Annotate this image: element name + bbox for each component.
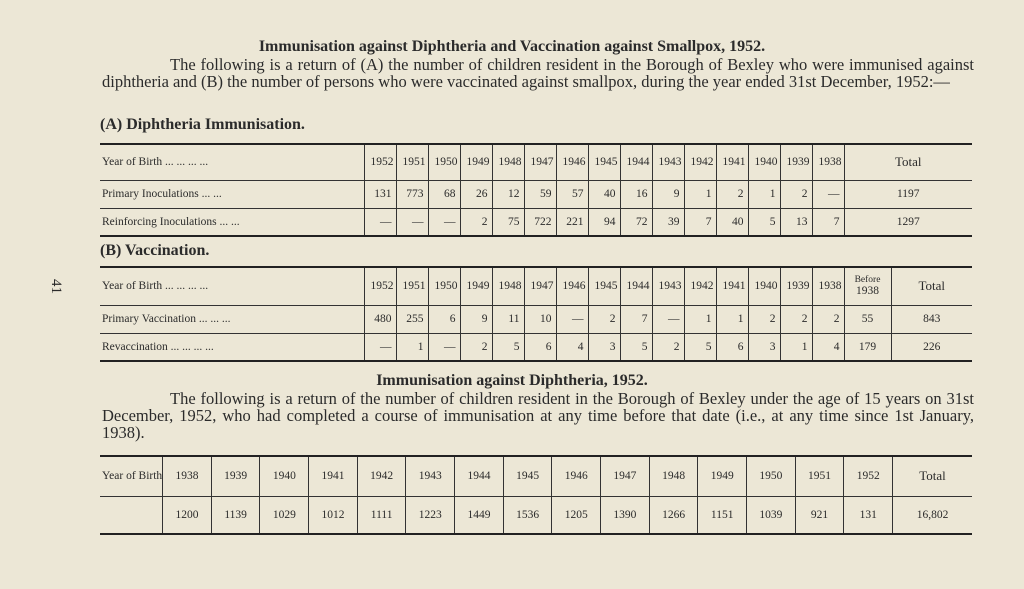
value-cell: 9 (652, 180, 684, 208)
value-cell: 1151 (698, 496, 747, 534)
year-cell: 1938 (163, 456, 212, 496)
total-header: Total (891, 267, 972, 305)
year-cell: 1947 (524, 267, 556, 305)
year-cell: 1939 (780, 144, 812, 180)
year-cell: 1951 (795, 456, 844, 496)
table-row (100, 305, 972, 333)
value-cell: 221 (556, 208, 588, 236)
value-cell: 1111 (357, 496, 406, 534)
before-year: 1938 (856, 284, 879, 297)
value-cell: 1 (716, 305, 748, 333)
value-cell: 1266 (649, 496, 698, 534)
year-of-birth-label: Year of Birth ... ... ... ... (100, 144, 364, 180)
year-cell: 1946 (556, 267, 588, 305)
year-cell: 1951 (396, 144, 428, 180)
value-cell: 1029 (260, 496, 309, 534)
total-header: Total (844, 144, 972, 180)
value-cell: 12 (492, 180, 524, 208)
diphtheria-table (100, 143, 972, 237)
year-cell: 1948 (492, 267, 524, 305)
year-cell: 1941 (716, 144, 748, 180)
total-cell: 1197 (844, 180, 972, 208)
year-cell: 1947 (524, 144, 556, 180)
value-cell: 1 (396, 333, 428, 361)
section-a-heading: (A) Diphtheria Immunisation. (100, 116, 305, 133)
year-cell: 1947 (601, 456, 650, 496)
row-label: Primary Inoculations ... ... (100, 180, 364, 208)
page-number: 41 (48, 279, 64, 294)
year-cell: 1942 (684, 144, 716, 180)
value-cell: 6 (524, 333, 556, 361)
immunisation-count-table (100, 455, 972, 535)
value-cell: 131 (364, 180, 396, 208)
second-text: The following is a return of the number of children resident in the Borough of Bexley under the age of 15 years on 31st December, 1952, who had completed a course of immunisation at any time before that date (i.e., at any time since 1st January, 1938). (102, 389, 974, 442)
year-cell: 1946 (552, 456, 601, 496)
year-cell: 1949 (460, 267, 492, 305)
value-cell: 1 (748, 180, 780, 208)
year-cell: 1941 (309, 456, 358, 496)
value-cell: 1390 (601, 496, 650, 534)
value-cell: 131 (844, 496, 893, 534)
value-cell: 480 (364, 305, 396, 333)
year-cell: 1949 (460, 144, 492, 180)
value-cell: 68 (428, 180, 460, 208)
year-cell: 1942 (684, 267, 716, 305)
year-cell: 1938 (812, 267, 844, 305)
year-cell: 1945 (588, 144, 620, 180)
intro-text: The following is a return of (A) the number of children resident in the Borough of Bexley who were immunised against diphtheria and (B) the number of persons who were vaccinated against smallpox, during the year ended 31st December, 1952:— (102, 55, 974, 91)
before-label: Before (854, 274, 881, 285)
year-cell: 1939 (780, 267, 812, 305)
table-row (100, 496, 972, 534)
section-b-heading: (B) Vaccination. (100, 242, 210, 259)
year-cell: 1940 (748, 144, 780, 180)
value-cell: 16 (620, 180, 652, 208)
value-cell: — (428, 333, 460, 361)
value-cell: 6 (716, 333, 748, 361)
value-cell: 1536 (503, 496, 552, 534)
value-cell: — (428, 208, 460, 236)
value-cell: 2 (652, 333, 684, 361)
year-cell: 1952 (364, 267, 396, 305)
value-cell: 7 (812, 208, 844, 236)
value-cell: 1012 (309, 496, 358, 534)
value-cell: 13 (780, 208, 812, 236)
vaccination-table (100, 266, 972, 362)
value-cell: 2 (812, 305, 844, 333)
table-header-row (100, 267, 972, 305)
value-cell: 40 (716, 208, 748, 236)
value-cell: 5 (684, 333, 716, 361)
value-cell: 773 (396, 180, 428, 208)
value-cell: — (364, 208, 396, 236)
year-cell: 1948 (649, 456, 698, 496)
row-label: Revaccination ... ... ... ... (100, 333, 364, 361)
value-cell: 921 (795, 496, 844, 534)
value-cell: 2 (780, 305, 812, 333)
year-cell: 1944 (620, 144, 652, 180)
value-cell: 255 (396, 305, 428, 333)
value-cell: 1139 (211, 496, 260, 534)
second-paragraph (102, 390, 974, 441)
year-cell: 1952 (844, 456, 893, 496)
year-cell: 1948 (492, 144, 524, 180)
year-cell: 1944 (620, 267, 652, 305)
year-cell: 1943 (652, 144, 684, 180)
year-cell: 1938 (812, 144, 844, 180)
table-row (100, 333, 972, 361)
value-cell: 1200 (163, 496, 212, 534)
value-cell: 39 (652, 208, 684, 236)
year-cell: 1950 (747, 456, 796, 496)
value-cell: — (812, 180, 844, 208)
table-row (100, 208, 972, 236)
value-cell: 4 (556, 333, 588, 361)
value-cell: 94 (588, 208, 620, 236)
before-cell: 55 (844, 305, 891, 333)
year-cell: 1945 (503, 456, 552, 496)
year-cell: 1942 (357, 456, 406, 496)
table-header-row (100, 456, 972, 496)
value-cell: 6 (428, 305, 460, 333)
second-title: Immunisation against Diphtheria, 1952. (376, 372, 648, 389)
year-cell: 1944 (455, 456, 504, 496)
year-of-birth-label: Year of Birth (100, 456, 163, 496)
value-cell: — (652, 305, 684, 333)
intro-paragraph (102, 56, 974, 90)
value-cell: 1 (684, 305, 716, 333)
value-cell: 3 (748, 333, 780, 361)
value-cell: 2 (460, 333, 492, 361)
value-cell: 59 (524, 180, 556, 208)
value-cell: — (556, 305, 588, 333)
before-cell: 179 (844, 333, 891, 361)
year-cell: 1949 (698, 456, 747, 496)
total-header: Total (893, 456, 972, 496)
value-cell: 11 (492, 305, 524, 333)
value-cell: 2 (588, 305, 620, 333)
row-label: Reinforcing Inoculations ... ... (100, 208, 364, 236)
year-cell: 1941 (716, 267, 748, 305)
value-cell: 7 (684, 208, 716, 236)
value-cell: 57 (556, 180, 588, 208)
year-cell: 1951 (396, 267, 428, 305)
year-cell: 1943 (652, 267, 684, 305)
year-cell: 1950 (428, 267, 460, 305)
value-cell: — (396, 208, 428, 236)
year-cell: 1945 (588, 267, 620, 305)
value-cell: 5 (492, 333, 524, 361)
row-label: Primary Vaccination ... ... ... (100, 305, 364, 333)
value-cell: 75 (492, 208, 524, 236)
value-cell: 9 (460, 305, 492, 333)
year-cell: 1939 (211, 456, 260, 496)
table-header-row (100, 144, 972, 180)
value-cell: 26 (460, 180, 492, 208)
value-cell: — (364, 333, 396, 361)
year-of-birth-label: Year of Birth ... ... ... ... (100, 267, 364, 305)
value-cell: 5 (620, 333, 652, 361)
value-cell: 1223 (406, 496, 455, 534)
value-cell: 2 (748, 305, 780, 333)
year-cell: 1950 (428, 144, 460, 180)
value-cell: 72 (620, 208, 652, 236)
year-cell: 1943 (406, 456, 455, 496)
total-cell: 843 (891, 305, 972, 333)
table-row (100, 180, 972, 208)
year-cell: 1952 (364, 144, 396, 180)
value-cell: 7 (620, 305, 652, 333)
value-cell: 1 (780, 333, 812, 361)
value-cell: 1449 (455, 496, 504, 534)
value-cell: 1 (684, 180, 716, 208)
value-cell: 1205 (552, 496, 601, 534)
year-cell: 1940 (748, 267, 780, 305)
value-cell: 722 (524, 208, 556, 236)
year-cell: 1946 (556, 144, 588, 180)
value-cell: 1039 (747, 496, 796, 534)
value-cell: 2 (780, 180, 812, 208)
value-cell: 40 (588, 180, 620, 208)
value-cell: 2 (716, 180, 748, 208)
before-1938-header (844, 267, 891, 305)
value-cell: 4 (812, 333, 844, 361)
row-label-empty (100, 496, 163, 534)
main-title: Immunisation against Diphtheria and Vaccination against Smallpox, 1952. (258, 38, 766, 55)
value-cell: 2 (460, 208, 492, 236)
total-cell: 16,802 (893, 496, 972, 534)
value-cell: 5 (748, 208, 780, 236)
total-cell: 226 (891, 333, 972, 361)
total-cell: 1297 (844, 208, 972, 236)
year-cell: 1940 (260, 456, 309, 496)
value-cell: 3 (588, 333, 620, 361)
value-cell: 10 (524, 305, 556, 333)
